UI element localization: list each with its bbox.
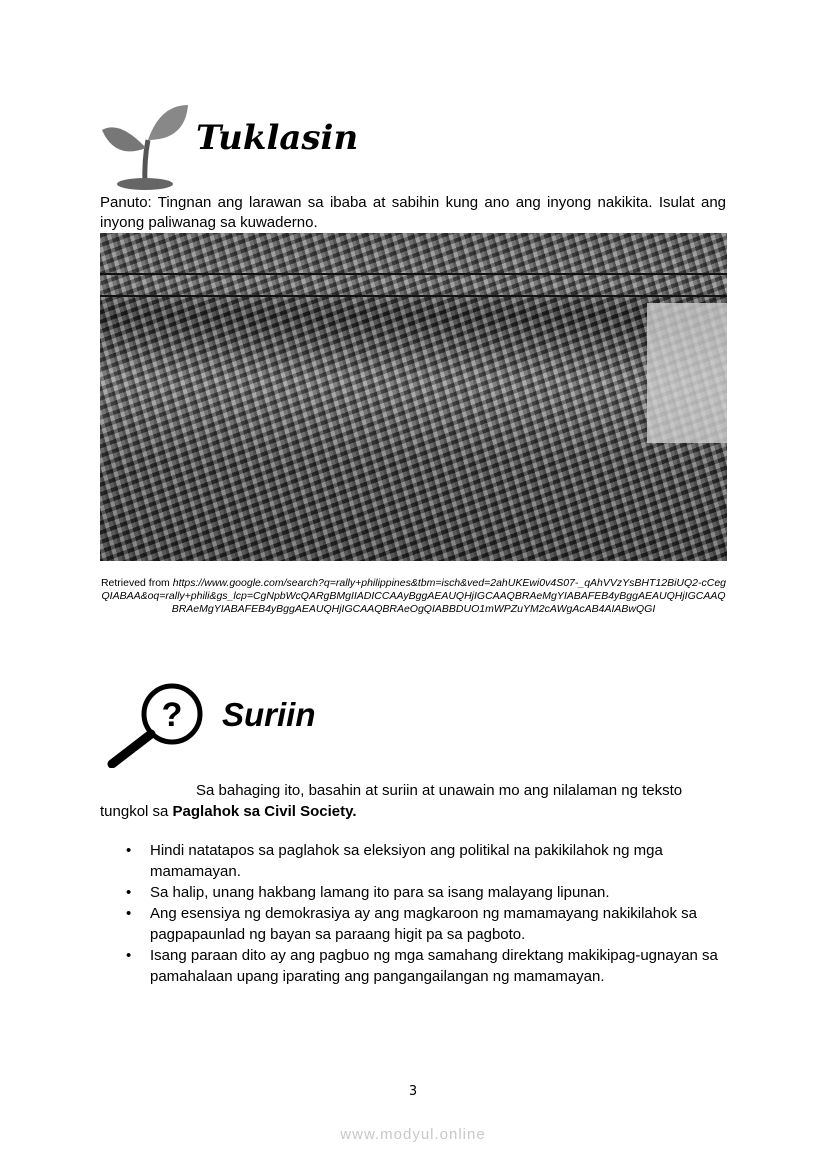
section-title-suriin: Suriin (222, 696, 316, 733)
list-item: • Isang paraan dito ay ang pagbuo ng mga samahang direktang makikipag-ugnayan sa pamahalaan upang iparating ang pangangailangan ng mamamayan. (100, 945, 730, 987)
instruction-text: Panuto: Tingnan ang larawan sa ibaba at sabihin kung ano ang inyong nakikita. Isulat ang inyong paliwanag sa kuwaderno. (100, 194, 726, 231)
bullet-list (100, 840, 730, 987)
sprout-icon (100, 100, 190, 190)
rally-photo (100, 233, 727, 561)
list-item: • Hindi natatapos sa paglahok sa eleksiyon ang politikal na pakikilahok ng mga mamamayan. (100, 840, 730, 882)
caption-prefix: Retrieved from (100, 577, 173, 589)
intro-text: Sa bahaging ito, basahin at suriin at unawain mo ang nilalaman ng teksto tungkol sa (100, 782, 683, 820)
magnifier-question-icon (106, 680, 214, 768)
caption-url: https://www.google.com/search?q=rally+philippines&tbm=isch&ved=2ahUKEwi0v4S07-_qAhVVzYsBHT12BiUQ2-cCegQIABAA&oq=rally+phili&gs_lcp=CgNpbWcQARgBMgIIADICCAAyBggAEAUQHjIGCAAQBRAeMgYIABAFEB4yBggAEAUQHjIGCAAQBRAeMgYIABAFEB4yBggAEAUQHjIGCAAQBRAeOgQIABBDUO1mWPZuYM2cAWgAcAB4AIABwQGI (101, 577, 727, 615)
section-title-tuklasin: Tuklasin (196, 118, 359, 158)
watermark: www.modyul.online (340, 1126, 486, 1143)
photo-caption (100, 577, 727, 616)
list-item: • Sa halip, unang hakbang lamang ito para sa isang malayang lipunan. (100, 882, 730, 903)
page-number: 3 (408, 1084, 418, 1099)
intro-topic: Paglahok sa Civil Society. (172, 803, 357, 820)
svg-text:?: ? (161, 696, 183, 734)
list-item: • Ang esensiya ng demokrasiya ay ang magkaroon ng mamamayang nakikilahok sa pagpapaunlad ng bayan sa paraang higit pa sa pagboto. (100, 903, 730, 945)
intro-paragraph (100, 780, 726, 822)
